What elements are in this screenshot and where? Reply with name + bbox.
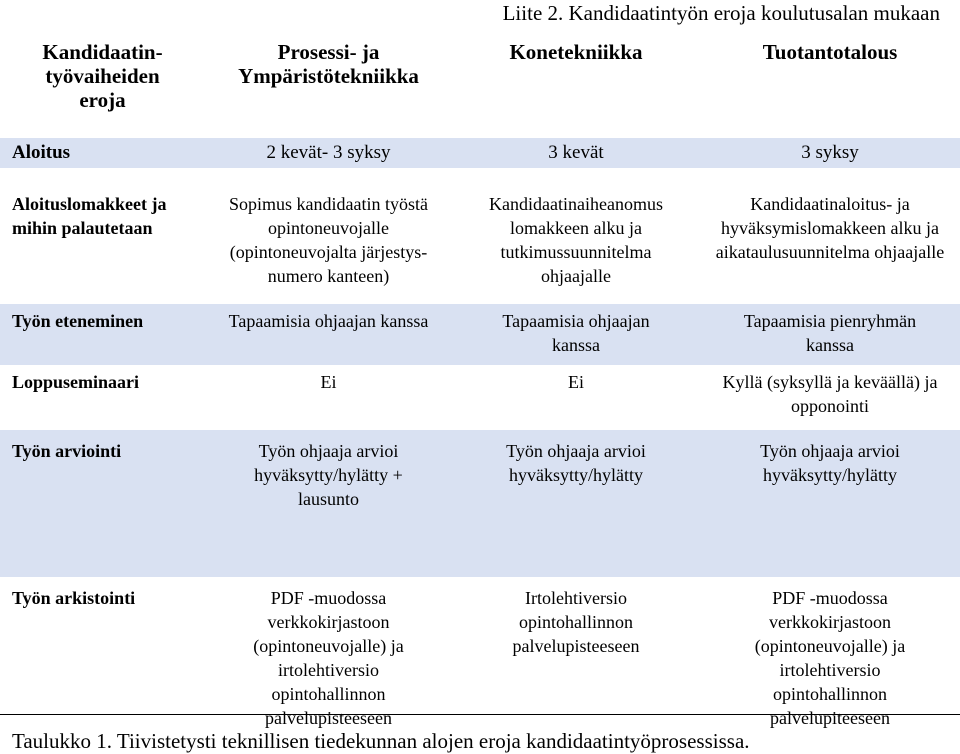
cell-lomakkeet-prosessi (205, 168, 452, 304)
table-row (0, 365, 960, 430)
header-industrial-management: Tuotantotalous (762, 40, 898, 64)
table-caption: Taulukko 1. Tiivistetysti teknillisen tiedekunnan alojen eroja kandidaatintyöprosessissa. (12, 729, 750, 753)
cell-arviointi-tuta (700, 430, 960, 577)
table-header-row (0, 40, 960, 138)
cell-arkistointi-tuta-text: PDF -muodossa verkkokirjastoon (opintoneuvojalle) ja irtolehtiversio opintohallinnon palvelupiteeseen (754, 588, 906, 728)
cell-arviointi-kone (452, 430, 700, 577)
cell-arkistointi-tuta (700, 577, 960, 750)
header-phase-differences (0, 40, 205, 138)
cell-loppuseminaari-kone: Ei (568, 372, 584, 392)
table-bottom-rule (0, 714, 960, 715)
table-row (0, 304, 960, 365)
row-label-lomakkeet (0, 168, 205, 304)
cell-eteneminen-kone-text: Tapaamisia ohjaajan kanssa (502, 311, 650, 355)
cell-aloitus-prosessi: 2 kevät- 3 syksy (205, 138, 452, 168)
cell-lomakkeet-tuta (700, 168, 960, 304)
cell-arkistointi-kone (452, 577, 700, 750)
appendix-title: Liite 2. Kandidaatintyön eroja koulutusalan mukaan (502, 1, 940, 25)
header-col0-text: Kandidaatin-työvaiheiden eroja (42, 40, 163, 112)
cell-loppuseminaari-tuta (700, 365, 960, 430)
row-label-arkistointi: Työn arkistointi (12, 588, 136, 608)
cell-lomakkeet-kone (452, 168, 700, 304)
row-label-loppuseminaari: Loppuseminaari (12, 372, 140, 392)
cell-arkistointi-prosessi-text: PDF -muodossa verkkokirjastoon (opintoneuvojalle) ja irtolehtiversio opintohallinnon palvelupisteeseen (253, 588, 404, 728)
cell-lomakkeet-prosessi-text: Sopimus kandidaatin työstä opintoneuvojalle (opintoneuvojalta järjestys-numero kanteen) (229, 194, 428, 286)
row-label-eteneminen: Työn eteneminen (0, 304, 205, 365)
cell-eteneminen-tuta (700, 304, 960, 365)
cell-loppuseminaari-tuta-text: Kyllä (syksyllä ja keväällä) ja opponointi (722, 372, 938, 416)
header-col1-text: Prosessi- ja Ympäristötekniikka (238, 40, 419, 88)
cell-lomakkeet-tuta-text: Kandidaatinaloitus- ja hyväksymislomakkeen alku ja aikataulusuunnitelma ohjaajalle (715, 194, 945, 262)
cell-eteneminen-kone (452, 304, 700, 365)
table-row (0, 577, 960, 750)
cell-arviointi-prosessi (205, 430, 452, 577)
row-label-lomakkeet-text: Aloituslomakkeet ja mihin palautetaan (12, 194, 167, 238)
cell-eteneminen-prosessi: Tapaamisia ohjaajan kanssa (205, 304, 452, 365)
cell-aloitus-tuta: 3 syksy (700, 138, 960, 168)
table-row (0, 168, 960, 304)
cell-arkistointi-prosessi (205, 577, 452, 750)
header-mechanical: Konetekniikka (509, 40, 643, 64)
cell-lomakkeet-kone-text: Kandidaatinaiheanomus lomakkeen alku ja tutkimussuunnitelma ohjaajalle (489, 194, 663, 286)
cell-loppuseminaari-prosessi: Ei (320, 372, 337, 392)
header-process-environmental (205, 40, 452, 138)
cell-arkistointi-kone-text: Irtolehtiversio opintohallinnon palvelupisteeseen (512, 588, 640, 656)
comparison-table (0, 40, 960, 750)
cell-arviointi-tuta-text: Työn ohjaaja arvioi hyväksytty/hylätty (760, 441, 900, 485)
row-label-aloitus: Aloitus (0, 138, 205, 168)
cell-aloitus-kone: 3 kevät (452, 138, 700, 168)
cell-arviointi-kone-text: Työn ohjaaja arvioi hyväksytty/hylätty (506, 441, 646, 485)
cell-eteneminen-tuta-text: Tapaamisia pienryhmän kanssa (743, 311, 917, 355)
cell-arviointi-prosessi-text: Työn ohjaaja arvioi hyväksytty/hylätty + lausunto (254, 441, 403, 509)
table-row (0, 430, 960, 577)
table-row (0, 138, 960, 168)
row-label-arviointi: Työn arviointi (0, 430, 205, 577)
